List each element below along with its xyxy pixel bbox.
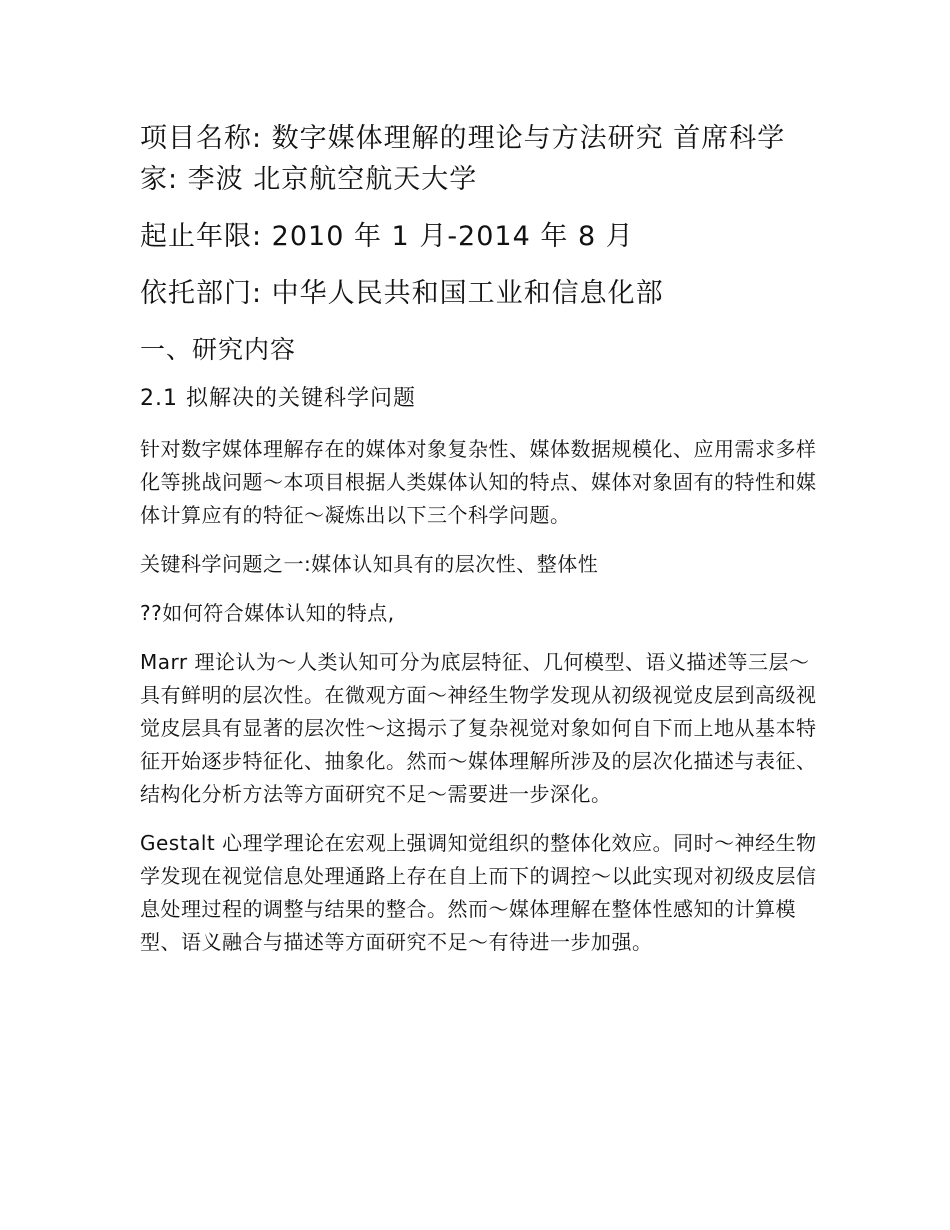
project-period: 起止年限: 2010 年 1 月-2014 年 8 月	[140, 221, 634, 252]
paragraph-marr: Marr 理论认为～人类认知可分为底层特征、几何模型、语义描述等三层～具有鲜明的层次性。在微观方面～神经生物学发现从初级视觉皮层到高级视觉皮层具有显著的层次性～这揭示了复杂视觉对象如何自下而上地从基本特征开始逐步特征化、抽象化。然而～媒体理解所涉及的层次化描述与表征、结构化分析方法等方面研究不足～需要进一步深化。	[140, 650, 817, 806]
paragraph-key-problem-one: 关键科学问题之一:媒体认知具有的层次性、整体性	[140, 552, 599, 576]
document-page	[140, 118, 820, 975]
supporting-department: 依托部门: 中华人民共和国工业和信息化部	[140, 278, 664, 309]
subsection-heading: 2.1 拟解决的关键科学问题	[140, 386, 416, 411]
section-heading: 一、研究内容	[140, 335, 297, 364]
project-title: 项目名称: 数字媒体理解的理论与方法研究 首席科学家: 李波 北京航空航天大学	[140, 123, 786, 195]
paragraph-gestalt: Gestalt 心理学理论在宏观上强调知觉组织的整体化效应。同时～神经生物学发现在视觉信息处理通路上存在自上而下的调控～以此实现对初级皮层信息处理过程的调整与结果的整合。然而～媒体理解在整体性感知的计算模型、语义融合与描述等方面研究不足～有待进一步加强。	[140, 831, 817, 954]
paragraph-question: ??如何符合媒体认知的特点,	[140, 601, 395, 625]
paragraph-intro: 针对数字媒体理解存在的媒体对象复杂性、媒体数据规模化、应用需求多样化等挑战问题～本项目根据人类媒体认知的特点、媒体对象固有的特性和媒体计算应有的特征～凝炼出以下三个科学问题。	[140, 437, 817, 527]
